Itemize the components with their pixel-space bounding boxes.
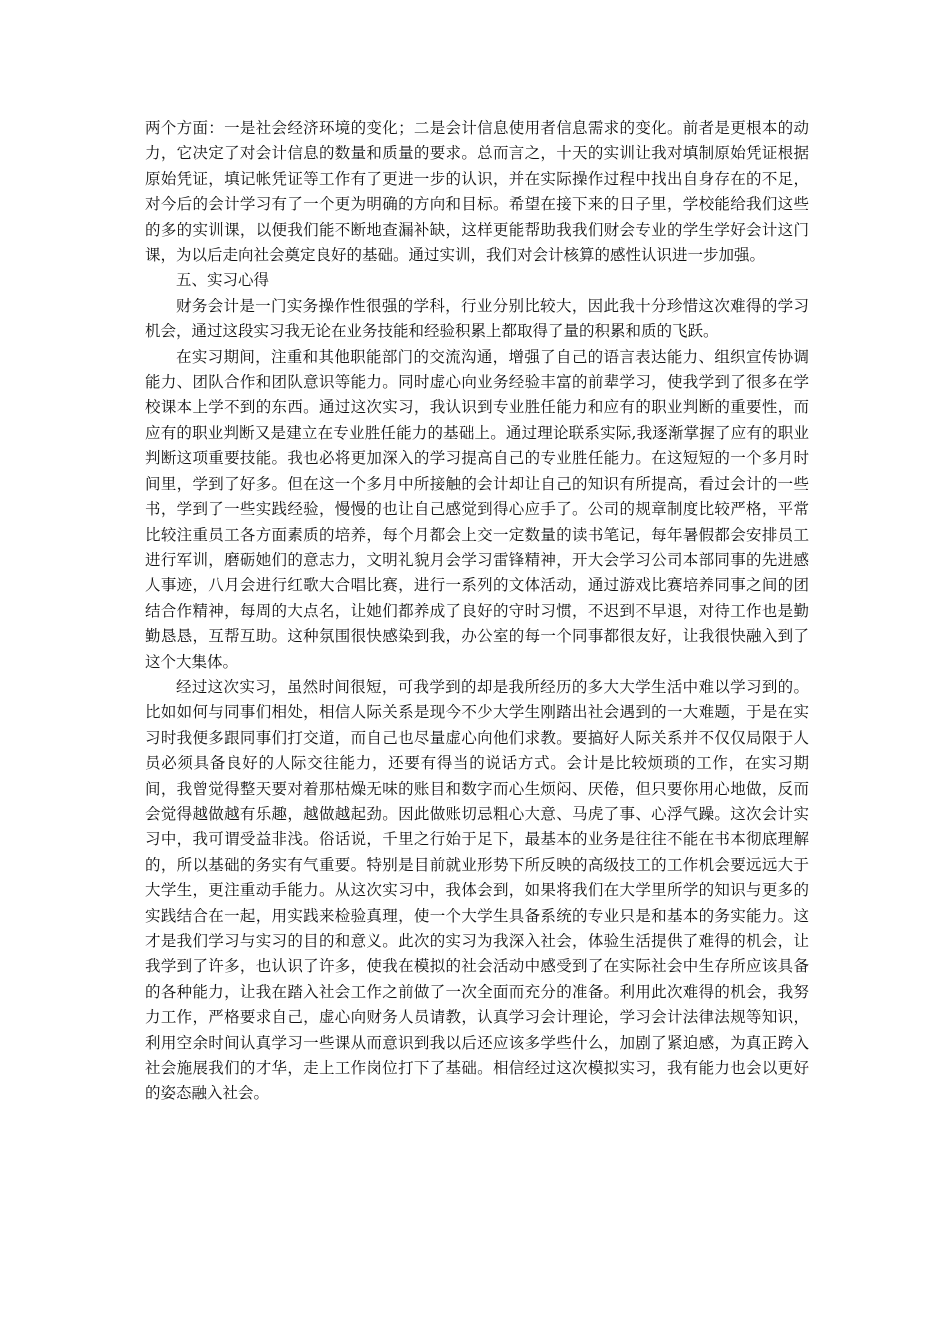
paragraph-continuation: 两个方面：一是社会经济环境的变化；二是会计信息使用者信息需求的变化。前者是更根本的动力，它决定了对会计信息的数量和质量的要求。总而言之，十天的实训让我对填制原始凭证根据原始凭证，填记帐凭证等工作有了更进一步的认识，并在实际操作过程中找出自身存在的不足，对今后的会计学习有了一个更为明确的方向和目标。希望在接下来的日子里，学校能给我们这些的多的实训课，以便我们能不断地查漏补缺，这样更能帮助我我们财会专业的学生学好会计这门课，为以后走向社会奠定良好的基础。通过实训，我们对会计核算的感性认识进一步加强。 bbox=[145, 119, 809, 265]
paragraph-reflection: 经过这次实习，虽然时间很短，可我学到的却是我所经历的多大大学生活中难以学习到的。比如如何与同事们相处，相信人际关系是现今不少大学生刚踏出社会遇到的一大难题，于是在实习时我便多跟同事们打交道，而自己也尽量虚心向他们求教。要搞好人际关系并不仅仅局限于人员必须具备良好的人际交往能力，还要有得当的说话方式。会计是比较烦琐的工作，在实习期间，我曾觉得整天要对着那枯燥无味的账目和数字而心生烦闷、厌倦，但只要你用心地做，反而会觉得越做越有乐趣，越做越起劲。因此做账切忌粗心大意、马虎了事、心浮气躁。这次会计实习中，我可谓受益非浅。俗话说，千里之行始于足下，最基本的业务是往往不能在书本彻底理解的，所以基础的务实有气重要。特别是目前就业形势下所反映的高级技工的工作机会要远远大于大学生，更注重动手能力。从这次实习中，我体会到，如果将我们在大学里所学的知识与更多的实践结合在一起，用实践来检验真理，使一个大学生具备系统的专业只是和基本的务实能力。这才是我们学习与实习的目的和意义。此次的实习为我深入社会，体验生活提供了难得的机会，让我学到了许多，也认识了许多，使我在模拟的社会活动中感受到了在实际社会中生存所应该具备的各种能力，让我在踏入社会工作之前做了一次全面而充分的准备。利用此次难得的机会，我努力工作，严格要求自己，虚心向财务人员请教，认真学习会计理论，学习会计法律法规等知识，利用空余时间认真学习一些课从而意识到我以后还应该多学些什么，加剧了紧迫感，为真正跨入社会施展我们的才华，走上工作岗位打下了基础。相信经过这次模拟实习，我有能力也会以更好的姿态融入社会。 bbox=[145, 677, 809, 1103]
paragraph-internship-period: 在实习期间，注重和其他职能部门的交流沟通，增强了自己的语言表达能力、组织宣传协调能力、团队合作和团队意识等能力。同时虚心向业务经验丰富的前辈学习，使我学到了很多在学校课本上学不到的东西。通过这次实习，我认识到专业胜任能力和应有的职业判断的重要性，而应有的职业判断又是建立在专业胜任能力的基础上。通过理论联系实际,我逐渐掌握了应有的职业判断这项重要技能。我也必将更加深入的学习提高自己的专业胜任能力。在这短短的一个多月时间里，学到了好多。但在这一个多月中所接触的会计却让自己的知识有所提高，看过会计的一些书，学到了一些实践经验，慢慢的也让自己感觉到得心应手了。公司的规章制度比较严格，平常比较注重员工各方面素质的培养，每个月都会上交一定数量的读书笔记，每年暑假都会安排员工进行军训，磨砺她们的意志力，文明礼貌月会学习雷锋精神，开大会学习公司本部同事的先进感人事迹，八月会进行红歌大合唱比赛，进行一系列的文体活动，通过游戏比赛培养同事之间的团结合作精神，每周的大点名，让她们都养成了良好的守时习惯，不迟到不早退，对待工作也是勤勤恳恳，互帮互助。这种氛围很快感染到我，办公室的每一个同事都很友好，让我很快融入到了这个大集体。 bbox=[145, 347, 809, 671]
paragraph-intro: 财务会计是一门实务操作性很强的学科，行业分别比较大，因此我十分珍惜这次难得的学习机会，通过这段实习我无论在业务技能和经验积累上都取得了量的积累和质的飞跃。 bbox=[145, 296, 809, 341]
section-heading: 五、实习心得 bbox=[176, 271, 270, 290]
document-body bbox=[145, 116, 809, 1107]
